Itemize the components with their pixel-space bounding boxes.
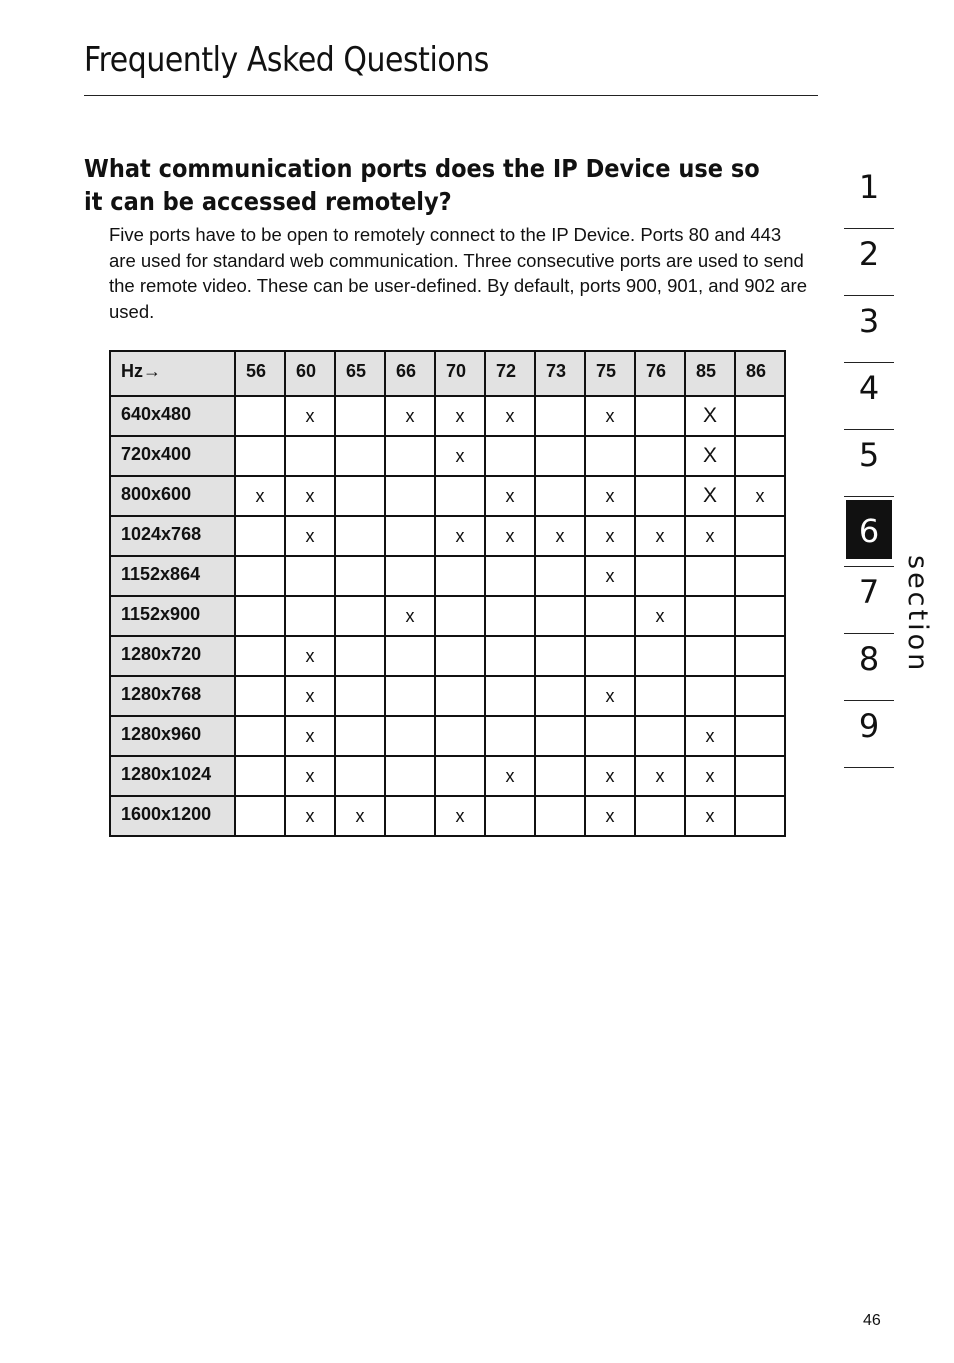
table-row	[110, 476, 785, 516]
resolution-label: 1280x960	[110, 716, 235, 756]
support-cell	[385, 676, 435, 716]
support-cell: x	[485, 756, 535, 796]
support-cell	[685, 636, 735, 676]
faq-answer: Five ports have to be open to remotely connect to the IP Device. Ports 80 and 443 are used for standard web communication. Three consecutive ports are used to send the remote video. These can be user-defined. By default, ports 900, 901, and 902 are used.	[109, 224, 807, 322]
table-row	[110, 716, 785, 756]
support-cell: X	[685, 436, 735, 476]
support-cell	[435, 756, 485, 796]
support-cell	[435, 556, 485, 596]
section-number: 9	[858, 707, 880, 745]
support-cell	[735, 796, 785, 836]
table-row	[110, 596, 785, 636]
support-cell	[735, 756, 785, 796]
section-label: section	[902, 555, 933, 674]
support-cell: x	[585, 556, 635, 596]
support-cell	[535, 796, 585, 836]
support-cell	[485, 716, 535, 756]
table-row	[110, 636, 785, 676]
support-cell	[635, 436, 685, 476]
support-cell	[535, 396, 585, 436]
support-cell	[385, 516, 435, 556]
hz-column-header: 73	[535, 351, 585, 396]
section-nav-item-7[interactable]	[844, 567, 894, 634]
support-cell	[535, 596, 585, 636]
support-cell: x	[235, 476, 285, 516]
support-cell	[435, 676, 485, 716]
hz-column-header: 60	[285, 351, 335, 396]
support-cell: x	[285, 756, 335, 796]
section-number: 7	[858, 573, 880, 611]
support-cell	[735, 596, 785, 636]
support-cell	[235, 796, 285, 836]
support-cell	[335, 396, 385, 436]
support-cell	[585, 716, 635, 756]
support-cell	[485, 796, 535, 836]
support-cell: x	[435, 396, 485, 436]
resolution-label: 640x480	[110, 396, 235, 436]
support-cell: x	[285, 796, 335, 836]
support-cell	[235, 676, 285, 716]
resolution-label: 1600x1200	[110, 796, 235, 836]
support-cell	[735, 676, 785, 716]
table-row	[110, 796, 785, 836]
support-cell	[735, 556, 785, 596]
table-row	[110, 756, 785, 796]
support-cell: x	[485, 396, 535, 436]
support-cell: x	[285, 516, 335, 556]
support-cell	[635, 796, 685, 836]
support-cell	[735, 396, 785, 436]
hz-column-header: 86	[735, 351, 785, 396]
support-cell: x	[585, 796, 635, 836]
table-body	[110, 396, 785, 836]
resolution-refresh-table	[109, 350, 786, 837]
resolution-label: 1280x768	[110, 676, 235, 716]
section-number: 4	[858, 369, 880, 407]
support-cell: x	[635, 756, 685, 796]
support-cell	[735, 436, 785, 476]
support-cell	[385, 476, 435, 516]
support-cell	[485, 636, 535, 676]
support-cell	[385, 556, 435, 596]
resolution-label: 1280x720	[110, 636, 235, 676]
support-cell	[635, 636, 685, 676]
section-number: 5	[858, 436, 880, 474]
support-cell	[735, 636, 785, 676]
support-cell: x	[585, 396, 635, 436]
support-cell: x	[335, 796, 385, 836]
section-nav	[844, 162, 894, 768]
hz-column-header: 70	[435, 351, 485, 396]
support-cell	[535, 636, 585, 676]
faq-question: What communication ports does the IP Device use so it can be accessed remotely?	[84, 154, 760, 216]
section-nav-item-3[interactable]	[844, 296, 894, 363]
support-cell	[235, 756, 285, 796]
support-cell	[235, 716, 285, 756]
support-cell	[485, 556, 535, 596]
resolution-label: 720x400	[110, 436, 235, 476]
support-cell: x	[385, 596, 435, 636]
support-cell	[535, 756, 585, 796]
support-cell: x	[285, 676, 335, 716]
support-cell	[535, 436, 585, 476]
support-cell: x	[285, 636, 335, 676]
support-cell	[235, 396, 285, 436]
section-nav-item-8[interactable]	[844, 634, 894, 701]
support-cell	[635, 476, 685, 516]
support-cell	[285, 436, 335, 476]
support-cell	[235, 436, 285, 476]
support-cell	[335, 436, 385, 476]
table-row	[110, 436, 785, 476]
support-cell: x	[435, 796, 485, 836]
hz-column-header: 66	[385, 351, 435, 396]
support-cell	[335, 756, 385, 796]
table-row	[110, 556, 785, 596]
support-cell	[535, 716, 585, 756]
support-cell	[335, 676, 385, 716]
title-divider	[84, 95, 818, 96]
support-cell	[285, 596, 335, 636]
support-cell	[485, 596, 535, 636]
support-cell: x	[435, 436, 485, 476]
support-cell	[235, 556, 285, 596]
support-cell	[535, 556, 585, 596]
hz-column-header: 65	[335, 351, 385, 396]
support-cell	[385, 636, 435, 676]
support-cell	[235, 516, 285, 556]
support-cell	[535, 676, 585, 716]
support-cell: x	[585, 676, 635, 716]
resolution-label: 1280x1024	[110, 756, 235, 796]
section-nav-item-2[interactable]	[844, 229, 894, 296]
support-cell	[685, 596, 735, 636]
support-cell	[285, 556, 335, 596]
support-cell	[385, 436, 435, 476]
support-cell: x	[285, 396, 335, 436]
section-number: 3	[858, 302, 880, 340]
support-cell	[535, 476, 585, 516]
hz-column-header: 76	[635, 351, 685, 396]
support-cell	[385, 756, 435, 796]
support-cell: x	[685, 516, 735, 556]
support-cell	[635, 716, 685, 756]
hz-column-header: 85	[685, 351, 735, 396]
support-cell: x	[485, 516, 535, 556]
section-number: 2	[858, 235, 880, 273]
support-cell	[385, 716, 435, 756]
page-number: 46	[863, 1312, 881, 1329]
support-cell	[335, 516, 385, 556]
support-cell: x	[635, 596, 685, 636]
support-cell	[685, 556, 735, 596]
section-number: 6	[846, 500, 892, 559]
support-cell	[585, 596, 635, 636]
resolution-label: 1152x900	[110, 596, 235, 636]
support-cell	[585, 436, 635, 476]
support-cell: x	[735, 476, 785, 516]
support-cell: x	[685, 796, 735, 836]
support-cell	[685, 676, 735, 716]
support-cell: X	[685, 476, 735, 516]
hz-corner-header: Hz→	[110, 351, 235, 396]
section-nav-item-9[interactable]	[844, 701, 894, 768]
table-row	[110, 396, 785, 436]
support-cell: x	[385, 396, 435, 436]
section-number: 8	[858, 640, 880, 678]
section-nav-item-4[interactable]	[844, 363, 894, 430]
support-cell	[485, 436, 535, 476]
support-cell: x	[485, 476, 535, 516]
support-cell	[335, 636, 385, 676]
support-cell: x	[685, 716, 735, 756]
support-cell	[385, 796, 435, 836]
support-cell: x	[285, 476, 335, 516]
hz-column-header: 75	[585, 351, 635, 396]
support-cell: x	[635, 516, 685, 556]
support-cell: x	[435, 516, 485, 556]
hz-column-header: 72	[485, 351, 535, 396]
support-cell	[735, 716, 785, 756]
page-title: Frequently Asked Questions	[84, 40, 489, 80]
support-cell: x	[685, 756, 735, 796]
support-cell	[735, 516, 785, 556]
support-cell: x	[585, 476, 635, 516]
support-cell: x	[585, 516, 635, 556]
support-cell	[335, 596, 385, 636]
hz-column-header: 56	[235, 351, 285, 396]
resolution-label: 800x600	[110, 476, 235, 516]
support-cell	[435, 596, 485, 636]
support-cell	[635, 676, 685, 716]
support-cell	[335, 476, 385, 516]
support-cell	[435, 636, 485, 676]
section-nav-item-5[interactable]	[844, 430, 894, 497]
resolution-label: 1152x864	[110, 556, 235, 596]
table-row	[110, 676, 785, 716]
section-nav-item-6[interactable]	[844, 500, 894, 567]
section-nav-item-1[interactable]	[844, 162, 894, 229]
section-number: 1	[858, 168, 880, 206]
support-cell	[585, 636, 635, 676]
support-cell	[435, 716, 485, 756]
support-cell	[335, 716, 385, 756]
support-cell: x	[585, 756, 635, 796]
support-cell: X	[685, 396, 735, 436]
support-cell	[635, 556, 685, 596]
table-header-row	[110, 351, 785, 396]
support-cell	[435, 476, 485, 516]
support-cell	[335, 556, 385, 596]
support-cell: x	[285, 716, 335, 756]
support-cell: x	[535, 516, 585, 556]
resolution-label: 1024x768	[110, 516, 235, 556]
support-cell	[485, 676, 535, 716]
table-row	[110, 516, 785, 556]
support-cell	[235, 636, 285, 676]
support-cell	[635, 396, 685, 436]
support-cell	[235, 596, 285, 636]
